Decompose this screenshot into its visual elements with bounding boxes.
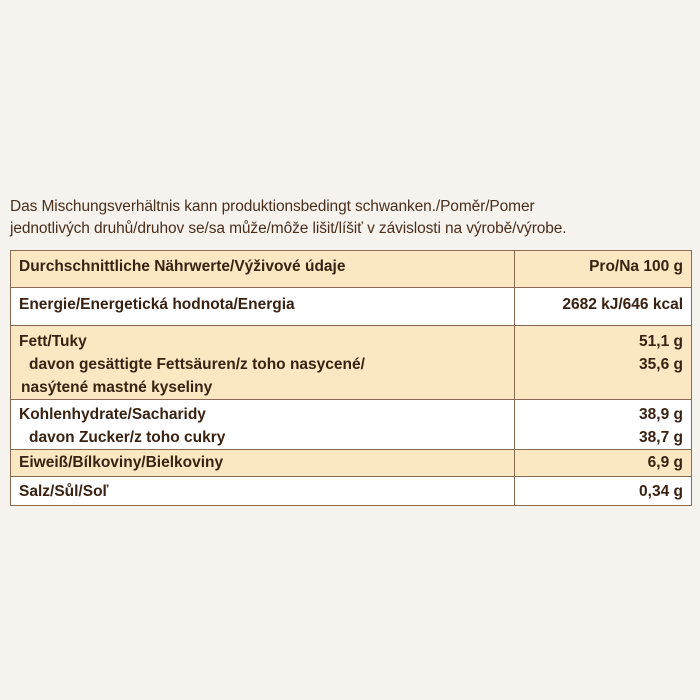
saturated-fat-label-1: davon gesättigte Fettsäuren/z toho nasycené/ — [29, 356, 365, 373]
salt-label: Salz/Sůl/Soľ — [11, 477, 515, 506]
salt-row — [11, 477, 692, 506]
fat-label: Fett/Tuky — [19, 333, 87, 350]
energy-value: 2682 kJ/646 kcal — [515, 288, 692, 326]
saturated-fat-label-2: nasýtené mastné kyseliny — [21, 379, 213, 396]
carbohydrate-value: 38,9 g — [639, 406, 683, 423]
energy-row — [11, 288, 692, 326]
table-header-row — [11, 251, 692, 288]
sugar-label: davon Zucker/z toho cukry — [29, 429, 226, 446]
sugar-value: 38,7 g — [639, 429, 683, 446]
salt-value: 0,34 g — [515, 477, 692, 506]
header-value: Pro/Na 100 g — [515, 251, 692, 288]
carbohydrate-value-cell — [515, 400, 692, 450]
header-label: Durchschnittliche Nährwerte/Výživové údaje — [11, 251, 515, 288]
protein-label: Eiweiß/Bílkoviny/Bielkoviny — [11, 450, 515, 477]
protein-row — [11, 450, 692, 477]
saturated-fat-value: 35,6 g — [639, 356, 683, 373]
note-line-2: jednotlivých druhů/druhov se/sa může/môže lišit/líšiť v závislosti na výrobě/výrobe. — [10, 220, 567, 237]
fat-label-cell — [11, 326, 515, 400]
note-line-1: Das Mischungsverhältnis kann produktionsbedingt schwanken./Poměr/Pomer — [10, 198, 535, 215]
carbohydrate-row — [11, 400, 692, 450]
fat-value-cell — [515, 326, 692, 400]
nutrition-table — [10, 250, 692, 506]
fat-value: 51,1 g — [639, 333, 683, 350]
fat-row — [11, 326, 692, 400]
carbohydrate-label: Kohlenhydrate/Sacharidy — [19, 406, 206, 423]
carbohydrate-label-cell — [11, 400, 515, 450]
blend-ratio-note — [10, 196, 690, 240]
protein-value: 6,9 g — [515, 450, 692, 477]
energy-label: Energie/Energetická hodnota/Energia — [11, 288, 515, 326]
